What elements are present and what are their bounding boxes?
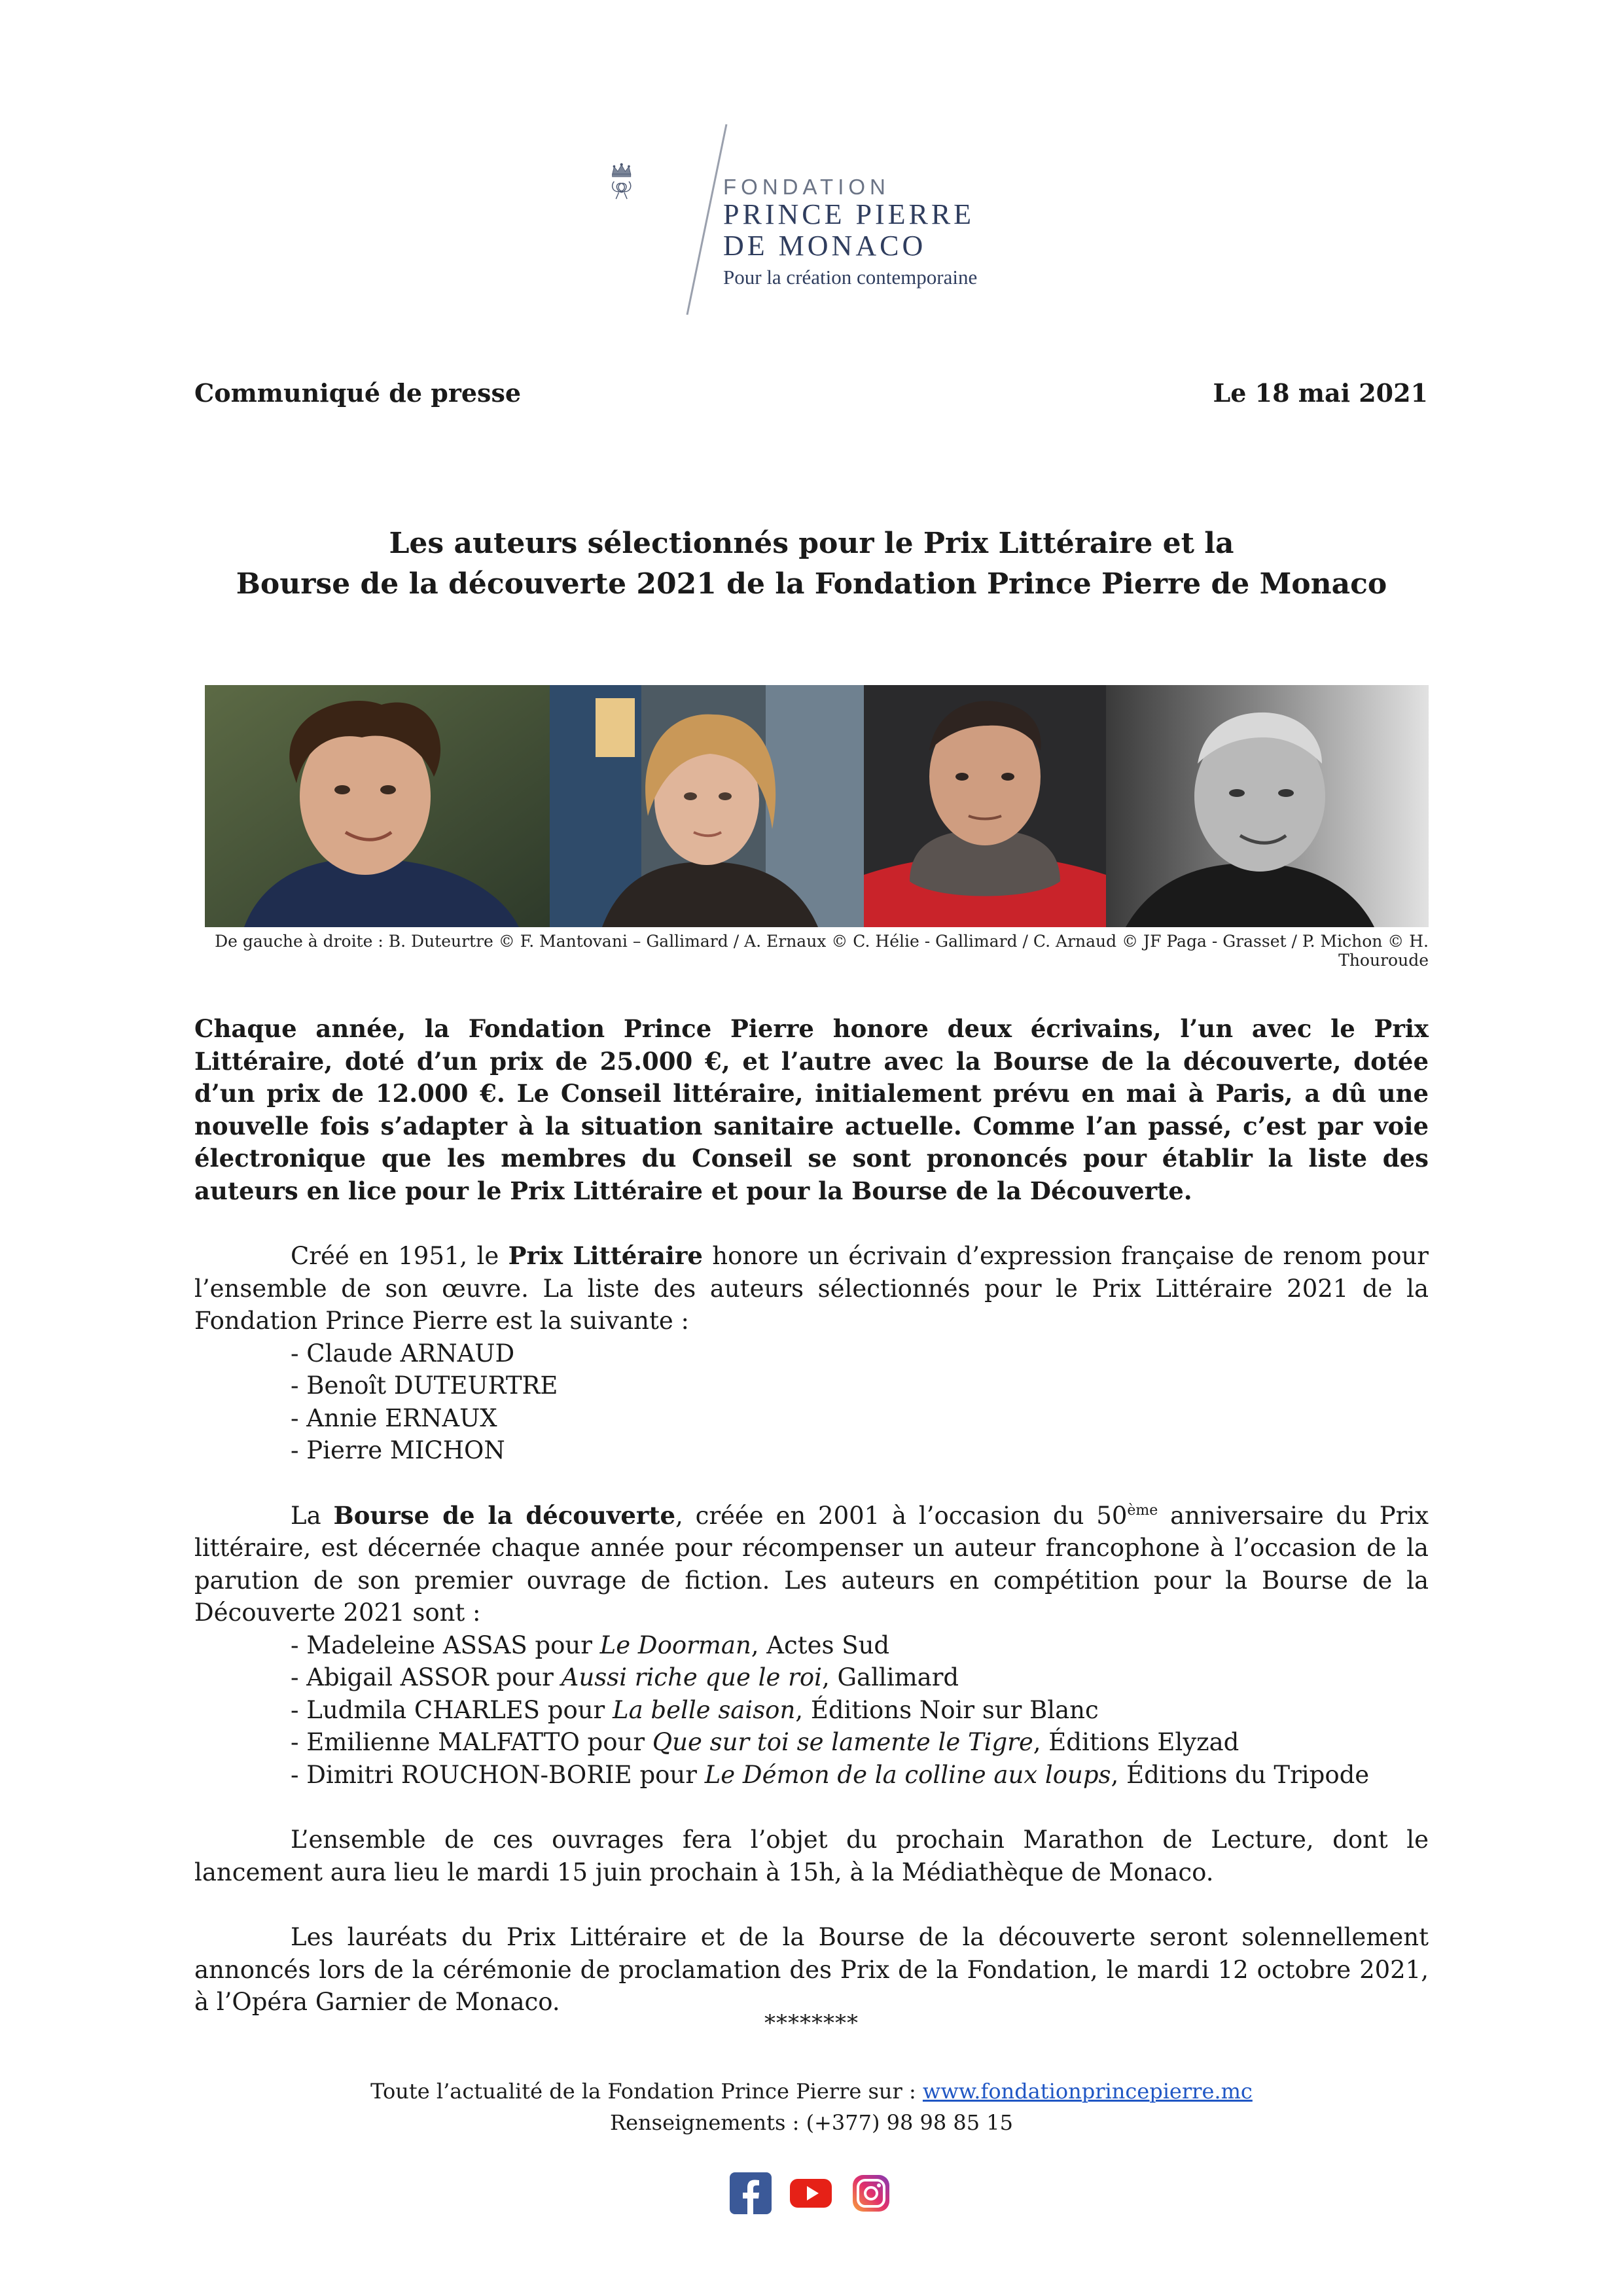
logo-line-fondation: FONDATION <box>723 175 890 199</box>
marathon-paragraph: L’ensemble de ces ouvrages fera l’objet du prochain Marathon de Lecture, dont le lancement aura lieu le mardi 15 juin prochain à 15h, à la Médiathèque de Monaco. <box>194 1826 1429 1886</box>
logo-line-prince-pierre: PRINCE PIERRE <box>723 198 975 230</box>
photo-ernaux <box>550 685 864 927</box>
document-type: Communiqué de presse <box>194 378 522 408</box>
instagram-icon[interactable] <box>850 2172 892 2214</box>
photo-michon <box>1106 685 1429 927</box>
bourse-paragraph: La Bourse de la découverte, créée en 2001 à l’occasion du 50ème anniversaire du Prix littéraire, est décernée chaque année pour récompenser un auteur francophone à l’occasion de la parution de son premier ouvrage de fiction. Les auteurs en compétition pour la Bourse de la Découverte 2021 sont : <box>194 1500 1429 1627</box>
logo-text <box>723 175 977 292</box>
prix-litteraire-term: Prix Littéraire <box>508 1241 703 1270</box>
crown-monogram-icon <box>613 164 631 199</box>
author-photos <box>205 685 1429 927</box>
list-item: - Annie ERNAUX <box>291 1404 497 1432</box>
list-item: - Emilienne MALFATTO pour Que sur toi se lamente le Tigre, Éditions Elyzad <box>291 1728 1240 1756</box>
title-line-2: Bourse de la découverte 2021 de la Fondation Prince Pierre de Monaco <box>236 567 1387 601</box>
prix-litteraire-list <box>194 1337 1429 1467</box>
youtube-icon[interactable] <box>790 2172 832 2214</box>
list-item: - Dimitri ROUCHON-BORIE pour Le Démon de la colline aux loups, Éditions du Tripode <box>291 1760 1370 1789</box>
bourse-term: Bourse de la découverte <box>333 1500 676 1530</box>
photo-arnaud <box>864 685 1106 927</box>
photo-caption: De gauche à droite : B. Duteurtre © F. Mantovani – Gallimard / A. Ernaux © C. Hélie - Gallimard / C. Arnaud © JF Paga - Grasset / P. Michon © H. Thouroude <box>215 932 1429 970</box>
website-link[interactable]: www.fondationprincepierre.mc <box>922 2079 1253 2104</box>
prix-litteraire-paragraph: Créé en 1951, le Prix Littéraire honore un écrivain d’expression française de renom pour l’ensemble de son œuvre. La liste des auteurs sélectionnés pour le Prix Littéraire 2021 de la Fondation Prince Pierre est la suivante : <box>194 1241 1429 1335</box>
lead-paragraph: Chaque année, la Fondation Prince Pierre honore deux écrivains, l’un avec le Prix Littéraire, doté d’un prix de 25.000 €, et l’autre avec la Bourse de la découverte, dotée d’un prix de 12.000 €. Le Conseil littéraire, initialement prévu en mai à Paris, a dû une nouvelle fois s’adapter à la situation sanitaire actuelle. Comme l’an passé, c’est par voie électronique que les membres du Conseil se sont prononcés pour établir la liste des auteurs en lice pour le Prix Littéraire et pour la Bourse de la Découverte. <box>194 1014 1429 1205</box>
list-item: - Madeleine ASSAS pour Le Doorman, Actes Sud <box>291 1631 890 1659</box>
ceremony-paragraph: Les lauréats du Prix Littéraire et de la Bourse de la découverte seront solennellement annoncés lors de la cérémonie de proclamation des Prix de la Fondation, le mardi 12 octobre 2021, à l’Opéra Garnier de Monaco. <box>194 1923 1429 2016</box>
press-release-body <box>194 1013 1429 2019</box>
document-date: Le 18 mai 2021 <box>1213 378 1428 408</box>
separator: ******** <box>764 2010 859 2036</box>
footer-website-line: Toute l’actualité de la Fondation Prince Pierre sur : www.fondationprincepierre.mc <box>370 2079 1253 2104</box>
bourse-list <box>194 1629 1429 1792</box>
photo-duteurtre <box>205 685 550 927</box>
list-item: - Benoît DUTEURTRE <box>291 1371 558 1400</box>
facebook-icon[interactable] <box>730 2172 772 2214</box>
social-links <box>730 2172 893 2214</box>
page-title <box>194 523 1429 605</box>
list-item: - Ludmila CHARLES pour La belle saison, Éditions Noir sur Blanc <box>291 1695 1099 1724</box>
footer <box>194 2075 1429 2138</box>
list-item: - Claude ARNAUD <box>291 1339 515 1368</box>
logo-line-monaco: DE MONACO <box>723 230 927 262</box>
list-item: - Abigail ASSOR pour Aussi riche que le roi, Gallimard <box>291 1663 959 1691</box>
logo-tagline: Pour la création contemporaine <box>723 266 978 289</box>
title-line-1: Les auteurs sélectionnés pour le Prix Littéraire et la <box>389 527 1234 560</box>
list-item: - Pierre MICHON <box>291 1436 505 1464</box>
footer-contact-line: Renseignements : (+377) 98 98 85 15 <box>610 2110 1013 2135</box>
